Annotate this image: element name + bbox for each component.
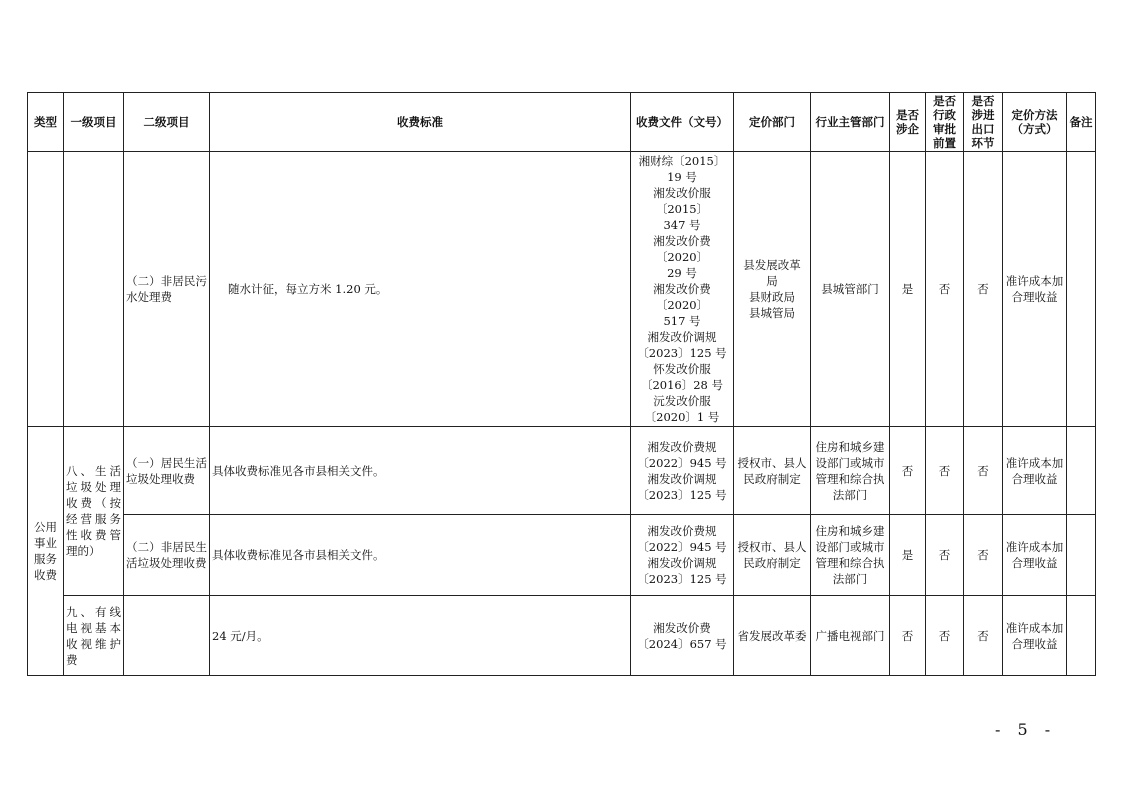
cell-file (631, 427, 734, 515)
header-standard: 收费标准 (210, 93, 631, 152)
dept-line: 局 (766, 274, 778, 288)
file-line: 湘发改价费规 (647, 524, 717, 538)
cell-admin-approval: 否 (926, 152, 964, 427)
file-line: 湘发改价调规 (647, 471, 717, 486)
cell-remark (1067, 515, 1096, 596)
cell-level2 (124, 596, 210, 676)
file-line: 29 号 (667, 266, 697, 280)
file-line: 湘发改价费规 (647, 439, 717, 454)
file-line: 湘发改价调规 (647, 556, 717, 570)
cell-import-export: 否 (964, 152, 1003, 427)
cell-industry-dept: 住房和城乡建设部门或城市管理和综合执法部门 (811, 427, 890, 515)
cell-pricing-dept: 授权市、县人民政府制定 (734, 427, 811, 515)
file-line: 湘发改价服〔2015〕 (653, 186, 711, 216)
file-line: 沅发改价服 (653, 394, 711, 408)
header-pricing-method: 定价方法（方式） (1003, 93, 1067, 152)
cell-standard: 24 元/月。 (210, 596, 631, 676)
cell-type: 公用事业服务收费 (28, 427, 64, 676)
page-number: - 5 - (995, 720, 1057, 739)
table-row (28, 596, 1096, 676)
header-involves-enterprise: 是否涉企 (890, 93, 926, 152)
file-line: 〔2024〕657 号 (637, 636, 727, 651)
cell-pricing-dept (734, 152, 811, 427)
file-line: 湘发改价调规 (647, 330, 717, 344)
cell-level1 (64, 152, 124, 427)
cell-pricing-dept: 省发展改革委 (734, 596, 811, 676)
cell-standard: 具体收费标准见各市县相关文件。 (210, 427, 631, 515)
cell-involves-enterprise: 是 (890, 152, 926, 427)
table-row (28, 515, 1096, 596)
cell-remark (1067, 427, 1096, 515)
header-remark: 备注 (1067, 93, 1096, 152)
table-row (28, 427, 1096, 515)
cell-remark (1067, 596, 1096, 676)
file-line: 湘发改价费 (653, 620, 711, 635)
cell-standard: 具体收费标准见各市县相关文件。 (210, 515, 631, 596)
file-line: 湘发改价费〔2020〕 (653, 282, 711, 312)
cell-admin-approval: 否 (926, 596, 964, 676)
header-import-export: 是否涉进出口环节 (964, 93, 1003, 152)
header-file: 收费文件（文号） (631, 93, 734, 152)
file-line: 〔2020〕1 号 (644, 410, 720, 424)
cell-pricing-method: 准许成本加合理收益 (1003, 427, 1067, 515)
cell-file (631, 152, 734, 427)
cell-admin-approval: 否 (926, 427, 964, 515)
file-line: 〔2022〕945 号 (637, 455, 727, 470)
cell-pricing-method: 准许成本加合理收益 (1003, 596, 1067, 676)
header-level1: 一级项目 (64, 93, 124, 152)
file-line: 〔2023〕125 号 (637, 572, 727, 586)
cell-type (28, 152, 64, 427)
cell-import-export: 否 (964, 596, 1003, 676)
cell-involves-enterprise: 是 (890, 515, 926, 596)
header-industry-dept: 行业主管部门 (811, 93, 890, 152)
cell-industry-dept: 县城管部门 (811, 152, 890, 427)
cell-remark (1067, 152, 1096, 427)
cell-level2: （二）非居民生活垃圾处理收费 (124, 515, 210, 596)
file-line: 湘发改价费〔2020〕 (653, 234, 711, 264)
cell-level2: （一）居民生活垃圾处理收费 (124, 427, 210, 515)
cell-involves-enterprise: 否 (890, 596, 926, 676)
file-line: 〔2022〕945 号 (637, 540, 727, 554)
cell-import-export: 否 (964, 515, 1003, 596)
cell-level1: 九、有线电视基本收视维护费 (64, 596, 124, 676)
dept-line: 县城管局 (749, 306, 795, 320)
file-line: 〔2016〕28 号 (640, 378, 724, 392)
header-admin-approval: 是否行政审批前置 (926, 93, 964, 152)
header-pricing-dept: 定价部门 (734, 93, 811, 152)
header-row (28, 93, 1096, 152)
cell-pricing-method: 准许成本加合理收益 (1003, 152, 1067, 427)
dept-line: 县发展改革 (743, 258, 801, 272)
cell-pricing-method: 准许成本加合理收益 (1003, 515, 1067, 596)
file-line: 湘财综〔2015〕19 号 (638, 154, 726, 184)
header-level2: 二级项目 (124, 93, 210, 152)
cell-file (631, 515, 734, 596)
dept-line: 县财政局 (749, 290, 795, 304)
cell-standard: 随水计征，每立方米 1.20 元。 (210, 152, 631, 427)
cell-involves-enterprise: 否 (890, 427, 926, 515)
file-line: 347 号 (663, 218, 701, 232)
cell-import-export: 否 (964, 427, 1003, 515)
cell-file (631, 596, 734, 676)
fee-table (27, 92, 1096, 676)
cell-pricing-dept: 授权市、县人民政府制定 (734, 515, 811, 596)
file-line: 517 号 (663, 314, 701, 328)
file-line: 怀发改价服 (653, 362, 711, 376)
cell-level2: （二）非居民污水处理费 (124, 152, 210, 427)
cell-level1: 八、生活垃圾处理收费（按经营服务性收费管理的） (64, 427, 124, 596)
file-line: 〔2023〕125 号 (637, 487, 727, 502)
table-row (28, 152, 1096, 427)
cell-admin-approval: 否 (926, 515, 964, 596)
header-type: 类型 (28, 93, 64, 152)
cell-industry-dept: 住房和城乡建设部门或城市管理和综合执法部门 (811, 515, 890, 596)
file-line: 〔2023〕125 号 (637, 346, 727, 360)
cell-industry-dept: 广播电视部门 (811, 596, 890, 676)
